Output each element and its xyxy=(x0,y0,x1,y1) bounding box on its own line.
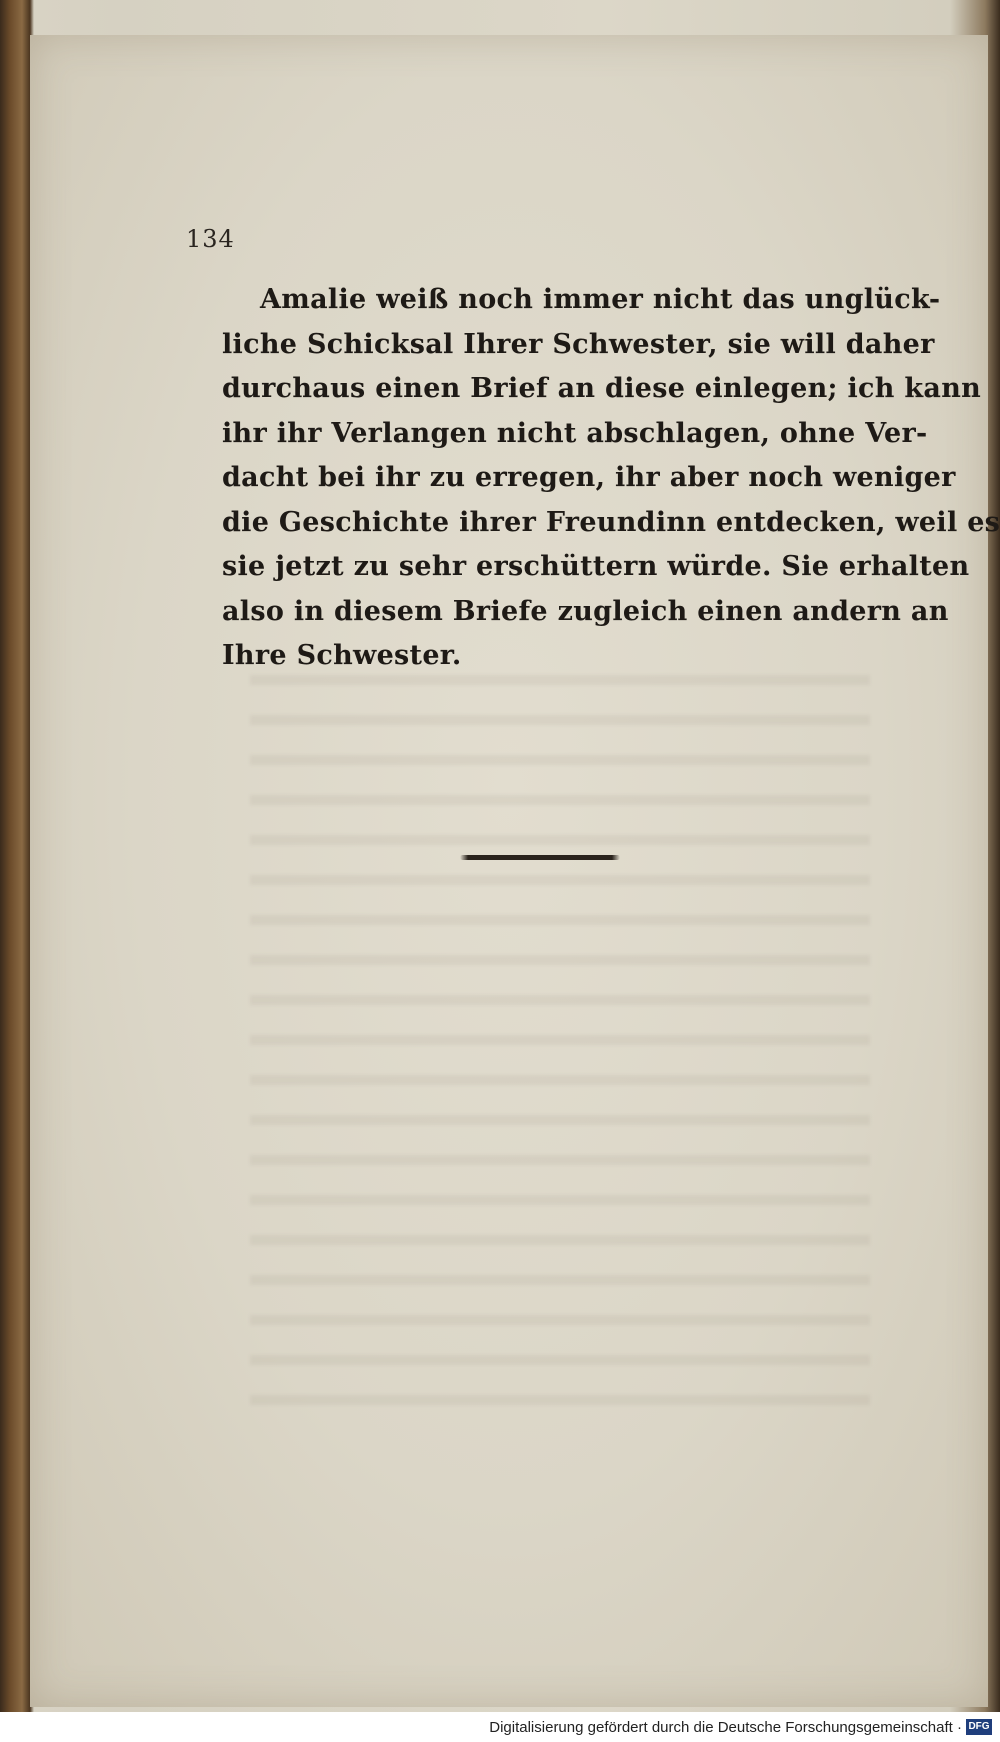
page-number: 134 xyxy=(186,225,235,253)
digitization-credit: Digitalisierung gefördert durch die Deutsche Forschungsgemeinschaft · xyxy=(489,1719,962,1736)
dfg-logo-icon: DFG xyxy=(966,1719,992,1735)
text-line-9: Ihre Schwester. xyxy=(222,640,462,671)
text-line-8: also in diesem Briefe zugleich einen andern an xyxy=(222,595,949,627)
text-line-7: sie jetzt zu sehr erschüttern würde. Sie erhalten xyxy=(222,551,970,582)
text-line-3: durchaus einen Brief an diese einlegen; ich kann xyxy=(222,373,982,404)
text-line-2: liche Schicksal Ihrer Schwester, sie will daher xyxy=(222,328,935,360)
section-end-rule xyxy=(460,855,620,860)
text-line-6: die Geschichte ihrer Freundinn entdecken, weil es xyxy=(222,506,1000,538)
text-line-1: Amalie weiß noch immer nicht das unglück- xyxy=(260,284,941,315)
text-line-5: dacht bei ihr zu erregen, ihr aber noch weniger xyxy=(222,462,956,493)
body-text xyxy=(222,278,1000,679)
show-through-text xyxy=(250,675,870,1435)
text-line-4: ihr ihr Verlangen nicht abschlagen, ohne Ver- xyxy=(222,417,928,449)
